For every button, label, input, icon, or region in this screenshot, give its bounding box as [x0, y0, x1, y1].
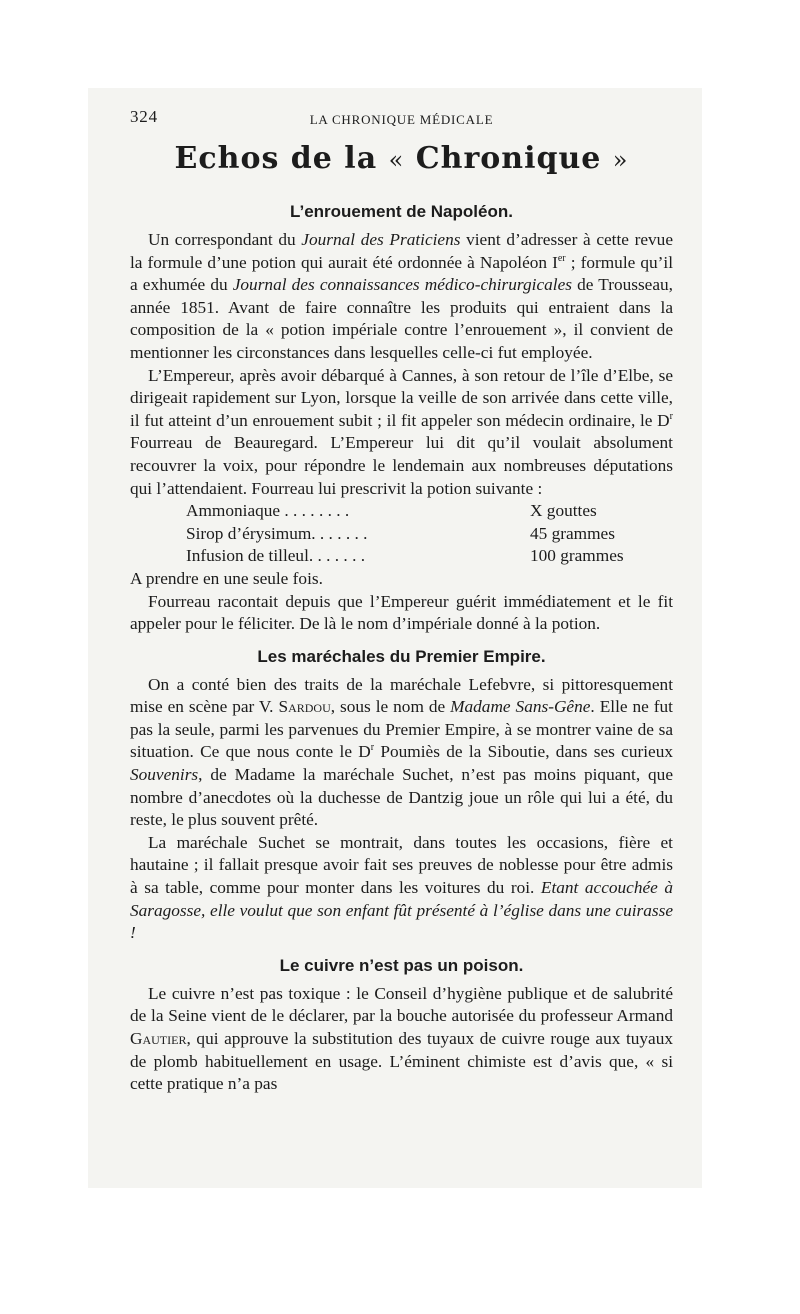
- running-head: [130, 106, 673, 130]
- text-run: . Elle ne fut pas la seule, parmi les parvenues du Premier Empire, à se montrer vaine de sa situation. Ce que nous conte le D: [130, 697, 673, 762]
- author-name: Sardou: [278, 697, 331, 717]
- section-heading-marechales: Les maréchales du Premier Empire.: [257, 646, 546, 666]
- text-run: Le cuivre n’est pas toxique : le Conseil d’hygiène publique et de salubrité de la Seine vient de le déclarer, par la bouche autorisée du professeur Armand: [130, 983, 673, 1026]
- paragraph: [130, 365, 673, 501]
- recipe-quantity: 45 grammes: [530, 523, 615, 543]
- recipe-row: [186, 523, 673, 546]
- recipe-ingredient: Ammoniaque . . . . . . . .: [186, 501, 350, 521]
- superscript: r: [669, 410, 673, 422]
- journal-title: LA CHRONIQUE MÉDICALE: [309, 112, 494, 127]
- banner-title-part2: Chronique: [415, 141, 602, 176]
- page-number: 324: [130, 107, 158, 126]
- recipe-note: A prendre en une seule fois.: [130, 568, 323, 588]
- recipe-list: [186, 500, 673, 568]
- section-heading-cuivre: Le cuivre n’est pas un poison.: [279, 955, 524, 975]
- banner-close-quote: »: [612, 146, 629, 174]
- paragraph: [130, 229, 673, 365]
- author-name: Gautier: [130, 1029, 187, 1048]
- recipe-row: [186, 500, 673, 523]
- paragraph: [130, 983, 673, 1096]
- section-heading-napoleon: L’enrouement de Napoléon.: [290, 202, 513, 221]
- recipe-quantity: X gouttes: [530, 501, 597, 521]
- text-run: Fourreau de Beauregard. L’Empereur lui dit qu’il voulait absolument recouvrer la voix, pour répondre le lendemain aux nombreuses députations qui l’attendaient. Fourreau lui prescrivit la potion suivante :: [130, 433, 673, 498]
- superscript: er: [557, 252, 566, 264]
- italic-quote: Etant accouchée à Saragosse, elle voulut que son enfant fût présenté à l’église dans une cuirasse !: [130, 878, 673, 943]
- text-run: Un correspondant du: [148, 230, 302, 249]
- text-run: L’Empereur, après avoir débarqué à Cannes, à son retour de l’île d’Elbe, se dirigeait rapidement sur Lyon, lorsque la veille de son arrivée dans cette ville, il fut atteint d’un enrouement subit ; il fit appeler son médecin ordinaire, le D: [130, 365, 673, 430]
- paragraph: [130, 832, 673, 945]
- banner-open-quote: «: [388, 146, 405, 174]
- journal-title-ref: Journal des connaissances médico-chirurgicales: [232, 275, 572, 295]
- text-run: ; formule qu’il a exhumée du: [130, 252, 673, 295]
- paragraph: Fourreau racontait depuis que l’Empereur guérit immédiatement et le fit appeler pour le féliciter. De là le nom d’impériale donné à la potion.: [130, 591, 673, 634]
- text-run: Poumiès de la Siboutie, dans ses curieux: [374, 742, 673, 762]
- text-run: On a conté bien des traits de la maréchale Lefebvre, si pittoresquement mise en scène par V.: [130, 674, 673, 717]
- text-run: , de Madame la maréchale Suchet, n’est pas moins piquant, que nombre d’anecdotes où la duchesse de Dantzig joue un rôle qui lui a été, du reste, le plus souvent prêté.: [130, 765, 673, 830]
- text-run: La maréchale Suchet se montrait, dans toutes les occasions, fière et hautaine ; il fallait presque avoir fait ses preuves de noblesse pour être admis à sa table, comme pour monter dans les voitures du roi.: [130, 832, 673, 898]
- banner-title-part1: Echos de la: [174, 141, 378, 176]
- paragraph: [130, 674, 673, 832]
- section-banner: [130, 140, 673, 179]
- text-run: , qui approuve la substitution des tuyaux de cuivre rouge aux tuyaux de plomb habituellement en usage. L’éminent chimiste est d’avis que, « si cette pratique n’a pas: [130, 1029, 673, 1094]
- text-run: , sous le nom de: [330, 697, 451, 717]
- recipe-quantity: 100 grammes: [530, 546, 624, 566]
- document-page: [130, 106, 673, 1096]
- recipe-row: [186, 545, 673, 568]
- recipe-ingredient: Infusion de tilleul. . . . . . .: [186, 546, 366, 566]
- work-title: Souvenirs: [130, 765, 199, 785]
- recipe-ingredient: Sirop d’érysimum. . . . . . .: [186, 523, 368, 543]
- text-run: vient d’adresser à cette revue la formule d’une potion qui aurait été ordonnée à Napoléon I: [130, 230, 673, 272]
- work-title: Madame Sans-Gêne: [450, 697, 591, 717]
- journal-title-ref: Journal des Praticiens: [301, 230, 461, 249]
- text-run: de Trousseau, année 1851. Avant de faire connaître les produits qui entraient dans la composition de la « potion impériale contre l’enrouement », il convient de mentionner les circonstances dans lesquelles celle-ci fut employée.: [130, 275, 673, 362]
- superscript: r: [370, 742, 375, 754]
